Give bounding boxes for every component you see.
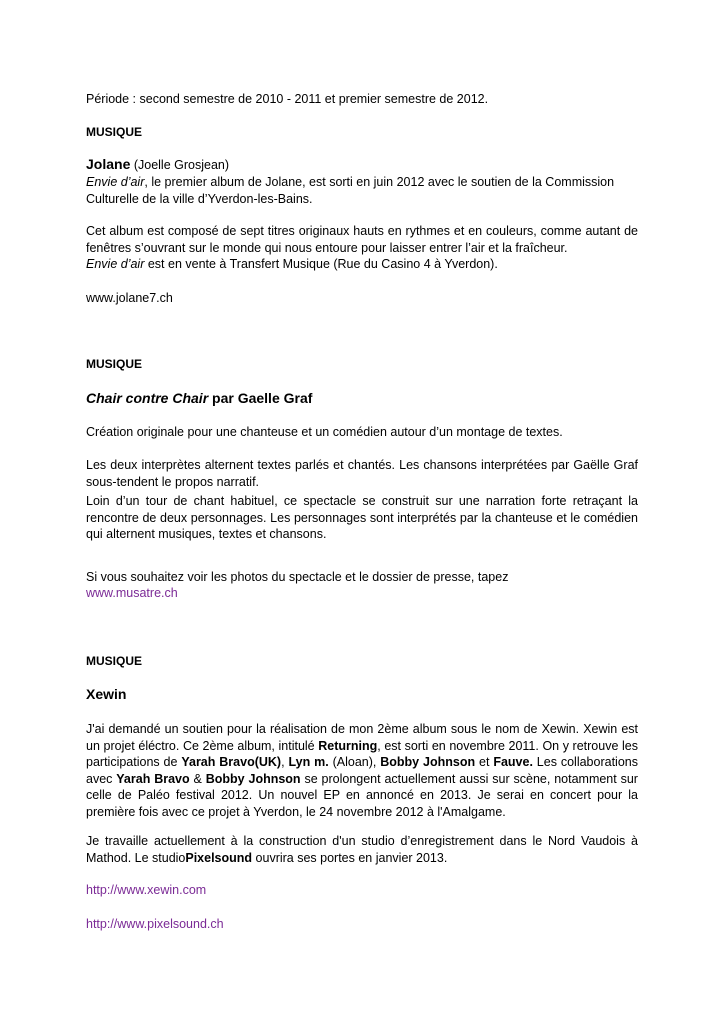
chair-link bbox=[86, 585, 638, 602]
text-run: , bbox=[281, 755, 289, 770]
bold-run: Yarah Bravo(UK) bbox=[181, 755, 282, 770]
periode-text: Période : second semestre de 2010 - 2011 et premier semestre de 2012. bbox=[86, 92, 489, 106]
musatre-link[interactable]: www.musatre.ch bbox=[86, 586, 178, 600]
text-run: & bbox=[189, 771, 206, 786]
jolane-paragraph-1 bbox=[86, 174, 638, 207]
text-run: Les collaborations avec bbox=[86, 755, 638, 786]
text-run: , est sorti en novembre 2011. On y retrouve les participations de bbox=[86, 738, 638, 770]
album-title: Envie d’air bbox=[86, 175, 145, 189]
text-run: se prolongent actuellement aussi sur scène, notamment sur celle de Paléo festival 2012. Un nouvel EP en annoncé en 2013. Je serai en concert pour la première fois avec ce projet à Yverdon, le 24 novembre 2012 à l'Amalgame. bbox=[86, 771, 638, 819]
album-title: Envie d’air bbox=[86, 257, 145, 272]
section-title-jolane bbox=[86, 156, 638, 174]
xewin-paragraph-1 bbox=[86, 721, 638, 821]
bold-run: Yarah Bravo bbox=[116, 771, 190, 786]
bold-run: Bobby Johnson bbox=[380, 755, 476, 770]
text-run: ouvrira ses portes en janvier 2013. bbox=[252, 850, 448, 865]
jolane-website[interactable]: www.jolane7.ch bbox=[86, 291, 173, 305]
text-run: (Aloan), bbox=[328, 755, 381, 770]
text-run: et bbox=[475, 755, 494, 770]
bold-run: Lyn m. bbox=[288, 755, 329, 770]
title-italic: Chair contre Chair bbox=[86, 390, 209, 406]
jolane-paragraph-2 bbox=[86, 223, 638, 273]
bold-run: Fauve. bbox=[493, 755, 533, 770]
chair-paragraph-2: Les deux interprètes alternent textes parlés et chantés. Les chansons interprétées par Gaëlle Graf sous-tendent le propos narratif. bbox=[86, 458, 638, 489]
bold-run: Bobby Johnson bbox=[205, 771, 301, 786]
section-label-jolane: MUSIQUE bbox=[86, 125, 143, 139]
p2-line: Cet album est composé de sept titres originaux hauts en rythmes et en couleurs, comme autant de fenêtres s’ouvrant sur le monde qui nous entoure pour laisser entrer l’air et la fraîcheur. bbox=[86, 224, 638, 255]
xewin-link[interactable]: http://www.xewin.com bbox=[86, 883, 207, 897]
xewin-link-row bbox=[86, 882, 638, 899]
title-rest: (Joelle Grosjean) bbox=[130, 158, 230, 172]
pixelsound-link-row bbox=[86, 916, 638, 933]
title-name: Jolane bbox=[86, 156, 131, 172]
chair-paragraph-1: Création originale pour une chanteuse et un comédien autour d’un montage de textes. bbox=[86, 425, 563, 439]
section-title-xewin: Xewin bbox=[86, 686, 127, 702]
bold-run: Pixelsound bbox=[185, 850, 253, 865]
p1-rest: , le premier album de Jolane, est sorti en juin 2012 avec le soutien de la Commission Culturelle de la ville d’Yverdon-les-Bains. bbox=[86, 175, 615, 206]
text-run: J'ai demandé un soutien pour la réalisation de mon 2ème album sous le nom de Xewin. Xewin est un projet éléctro. Ce 2ème album, intitulé bbox=[86, 722, 638, 753]
p2-rest: est en vente à Transfert Musique (Rue du Casino 4 à Yverdon). bbox=[144, 257, 498, 272]
xewin-paragraph-2 bbox=[86, 833, 638, 866]
text-run: Je travaille actuellement à la construction d'un studio d’enregistrement dans le Nord Vaudois à Mathod. Le studio bbox=[86, 834, 638, 865]
chair-paragraph-3: Loin d’un tour de chant habituel, ce spectacle se construit sur une narration forte retraçant la rencontre de deux personnages. Les personnages sont interprétés par la chanteuse et le comédien qui alternent musiques, textes et chansons. bbox=[86, 494, 638, 542]
section-label-chair: MUSIQUE bbox=[86, 357, 143, 371]
title-rest: par Gaelle Graf bbox=[208, 390, 313, 406]
section-label-xewin: MUSIQUE bbox=[86, 654, 143, 668]
section-title-chair bbox=[86, 390, 638, 408]
pixelsound-link[interactable]: http://www.pixelsound.ch bbox=[86, 917, 224, 931]
chair-paragraph-4: Si vous souhaitez voir les photos du spectacle et le dossier de presse, tapez bbox=[86, 570, 509, 584]
bold-run: Returning bbox=[318, 738, 378, 753]
